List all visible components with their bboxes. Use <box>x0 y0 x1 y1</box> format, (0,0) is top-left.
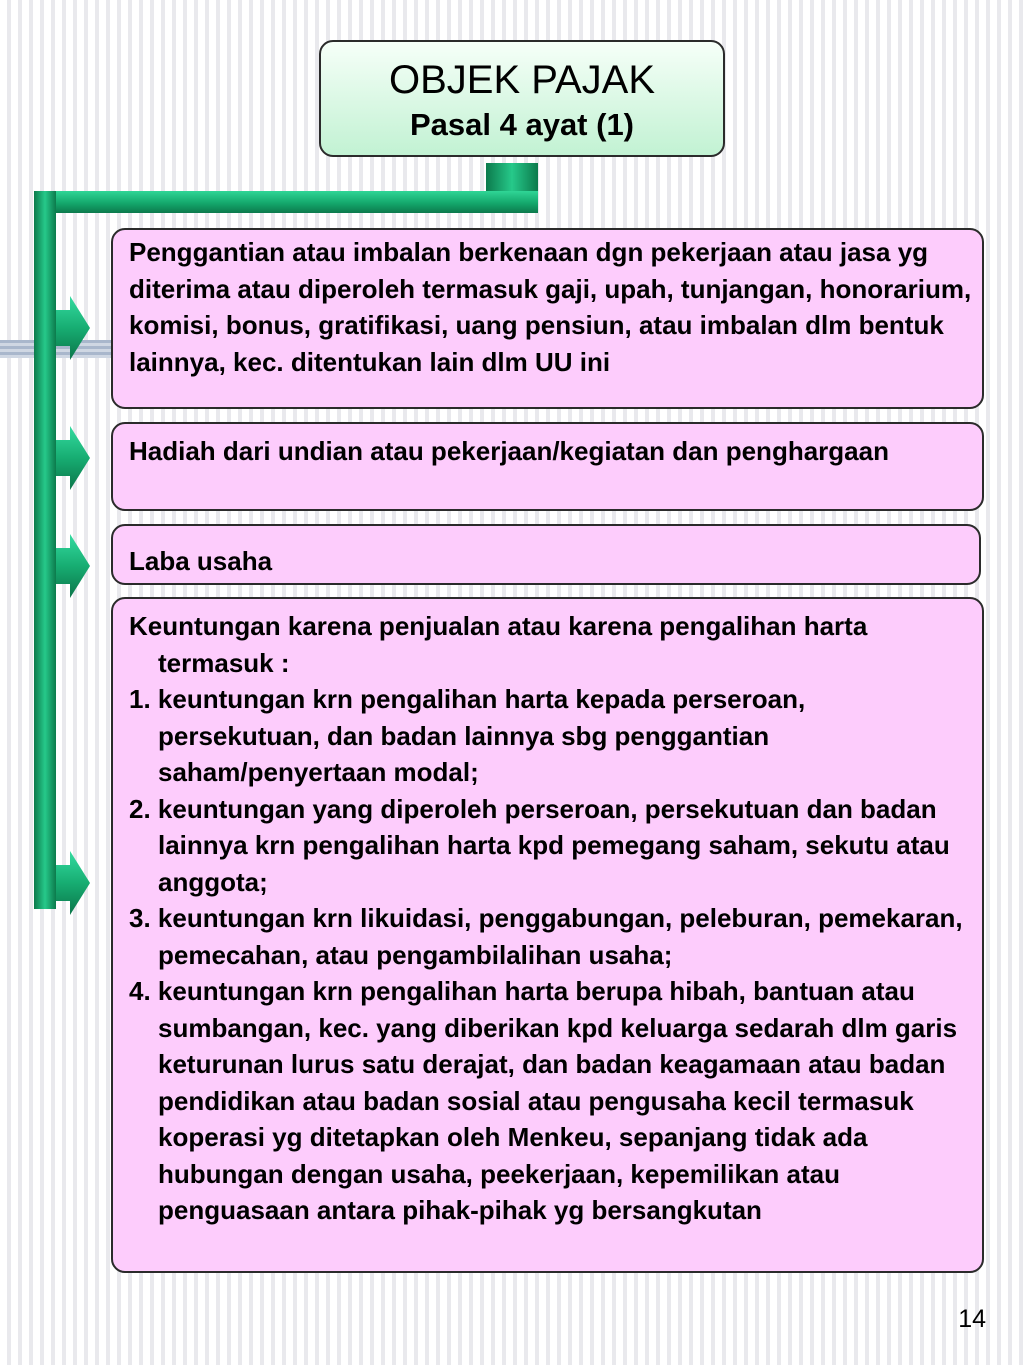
arrow-right-icon <box>56 426 90 490</box>
connector-horizontal-bar <box>34 191 538 213</box>
list-item: 2. keuntungan yang diperoleh perseroan, persekutuan dan badan lainnya krn pengalihan harta kpd pemegang saham, sekutu atau anggota; <box>129 793 950 897</box>
item-box-business-profit <box>111 524 981 585</box>
item-box-compensation <box>111 228 984 409</box>
arrow-right-icon <box>56 296 90 360</box>
arrow-right-icon <box>56 534 90 598</box>
item-text: Penggantian atau imbalan berkenaan dgn pekerjaan atau jasa yg diterima atau diperoleh termasuk gaji, upah, tunjangan, honorarium, komisi, bonus, gratifikasi, uang pensiun, atau imbalan dlm bentuk lainnya, kec. ditentukan lain dlm UU ini <box>129 237 972 377</box>
page-subtitle: Pasal 4 ayat (1) <box>409 107 635 142</box>
page-number: 14 <box>958 1305 986 1333</box>
list-item: 1. keuntungan krn pengalihan harta kepada perseroan, persekutuan, dan badan lainnya sbg penggantian saham/penyertaan modal; <box>129 684 806 787</box>
list-item: 4. keuntungan krn pengalihan harta berupa hibah, bantuan atau sumbangan, kec. yang diberikan kpd keluarga sedarah dlm garis keturunan lurus satu derajat, dan badan keagamaan atau badan pendidikan atau badan sosial atau pengusaha kecil termasuk koperasi yg ditetapkan oleh Menkeu, sepanjang tidak ada hubungan dengan usaha, peekerjaan, kepemilikan atau penguasaan antara pihak-pihak yg bersangkutan <box>129 976 958 1225</box>
title-box <box>319 40 725 157</box>
item-intro: Keuntungan karena penjualan atau karena pengalihan harta termasuk : <box>129 611 868 678</box>
connector-stub <box>486 163 538 191</box>
page-title: OBJEK PAJAK <box>388 58 655 102</box>
list-item: 3. keuntungan krn likuidasi, penggabungan, peleburan, pemekaran, pemecahan, atau pengambilalihan usaha; <box>129 903 963 970</box>
arrow-right-icon <box>56 851 90 915</box>
connector-vertical-bar <box>34 191 56 909</box>
item-box-capital-gains <box>111 597 984 1273</box>
item-box-prizes <box>111 422 984 511</box>
item-text: Hadiah dari undian atau pekerjaan/kegiatan dan penghargaan <box>129 436 889 466</box>
item-text: Laba usaha <box>129 546 273 576</box>
